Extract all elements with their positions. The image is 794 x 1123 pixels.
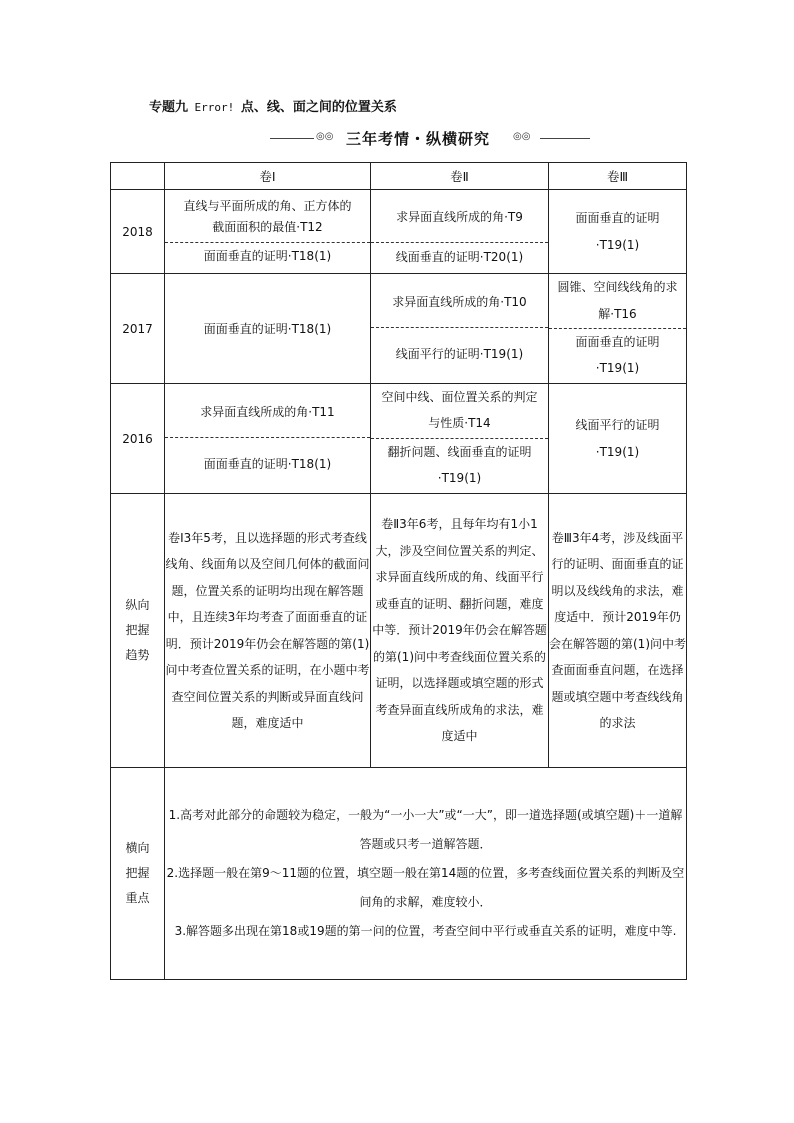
focus-item: 2.选择题一般在第9～11题的位置，填空题一般在第14题的位置，多考查线面位置关系的判断及空间角的求解，难度较小．: [166, 866, 685, 909]
table-row-2017: [111, 274, 687, 384]
exam-item: 求异面直线所成的角·T9: [396, 210, 523, 224]
table-row-2016: [111, 384, 687, 494]
cell-2016-paper-3: [549, 384, 687, 494]
table-row-focus: [111, 768, 687, 980]
cell-2018-paper-1: [165, 190, 371, 274]
label-line: 趋势: [125, 648, 150, 662]
title-main: 点、线、面之间的位置关系: [240, 100, 397, 115]
cell-2018-paper-2: [371, 190, 549, 274]
exam-item: 面面垂直的证明·T19(1): [549, 328, 686, 383]
year-label: 2017: [111, 274, 165, 384]
trend-label: [111, 494, 165, 768]
cell-2017-paper-3: [549, 274, 687, 384]
exam-item: 面面垂直的证明·T19(1): [575, 210, 660, 252]
section-heading: [270, 128, 590, 148]
heading-rule-right: [540, 138, 590, 139]
section-heading-text: 三年考情・纵横研究: [346, 130, 491, 148]
cell-2018-paper-3: [549, 190, 687, 274]
title-error-field: Error!: [194, 101, 235, 114]
trend-paper-2: 卷Ⅱ3年6考，且每年均有1小1大，涉及空间位置关系的判定、求异面直线所成的角、线面平行或垂直的证明、翻折问题，难度中等．预计2019年仍会在解答题的第(1)问中考查线面位置关系的证明，以选择题或填空题的形式考查异面直线所成角的求法，难度适中: [371, 494, 549, 768]
ornament-right-icon: ◎◎: [513, 131, 531, 142]
year-label: 2018: [111, 190, 165, 274]
document-title: [149, 96, 397, 115]
exam-item: 面面垂直的证明·T18(1): [203, 321, 332, 336]
exam-item: 空间中线、面位置关系的判定与性质·T14: [381, 390, 538, 430]
exam-item: 求异面直线所成的角·T10: [392, 295, 527, 309]
exam-item: 求异面直线所成的角·T11: [200, 405, 335, 419]
focus-content: [165, 768, 687, 980]
exam-item: 线面平行的证明·T19(1): [575, 417, 660, 459]
cell-2016-paper-1: [165, 384, 371, 494]
table-row-2018: [111, 190, 687, 274]
table-header-row: [111, 163, 687, 190]
label-line: 横向: [125, 841, 150, 855]
focus-item: 1.高考对此部分的命题较为稳定，一般为“一小一大”或“一大”，即一道选择题(或填空题)＋一道解答题或只考一道解答题．: [168, 808, 683, 851]
heading-rule-left: [270, 138, 314, 139]
ornament-left-icon: ◎◎: [316, 131, 334, 142]
trend-paper-3: 卷Ⅲ3年4考，涉及线面平行的证明、面面垂直的证明以及线线角的求法，难度适中．预计2019年仍会在解答题的第(1)问中考查面面垂直问题，在选择题或填空题中考查线线角的求法: [549, 494, 687, 768]
label-line: 把握: [125, 623, 150, 637]
exam-item: 线面平行的证明·T19(1): [371, 327, 548, 380]
header-paper-2: 卷Ⅱ: [371, 163, 549, 190]
label-line: 纵向: [125, 598, 150, 612]
focus-label: [111, 768, 165, 980]
exam-analysis-table: [110, 162, 687, 980]
header-paper-1: 卷Ⅰ: [165, 163, 371, 190]
table-row-trend: [111, 494, 687, 768]
label-line: 重点: [125, 891, 150, 905]
header-paper-3: 卷Ⅲ: [549, 163, 687, 190]
focus-item: 3.解答题多出现在第18或19题的第一问的位置，考查空间中平行或垂直关系的证明，难度中等.: [174, 924, 677, 938]
exam-item: 线面垂直的证明·T20(1): [371, 242, 548, 271]
header-corner: [111, 163, 165, 190]
exam-item: 面面垂直的证明·T18(1): [165, 242, 370, 269]
exam-item: 面面垂直的证明·T18(1): [165, 437, 370, 490]
trend-paper-1: 卷Ⅰ3年5考，且以选择题的形式考查线线角、线面角以及空间几何体的截面问题，位置关系的证明均出现在解答题中，且连续3年均考查了面面垂直的证明．预计2019年仍会在解答题的第(1)问中考查位置关系的证明，在小题中考查空间位置关系的判断或异面直线问题，难度适中: [165, 494, 371, 768]
label-line: 把握: [125, 866, 150, 880]
cell-2016-paper-2: [371, 384, 549, 494]
title-prefix: 专题九: [149, 100, 189, 115]
exam-item: 翻折问题、线面垂直的证明·T19(1): [371, 438, 548, 493]
exam-item: 圆锥、空间线线角的求解·T16: [557, 280, 678, 321]
year-label: 2016: [111, 384, 165, 494]
cell-2017-paper-1: [165, 274, 371, 384]
exam-item: 直线与平面所成的角、正方体的截面面积的最值·T12: [183, 199, 352, 234]
cell-2017-paper-2: [371, 274, 549, 384]
